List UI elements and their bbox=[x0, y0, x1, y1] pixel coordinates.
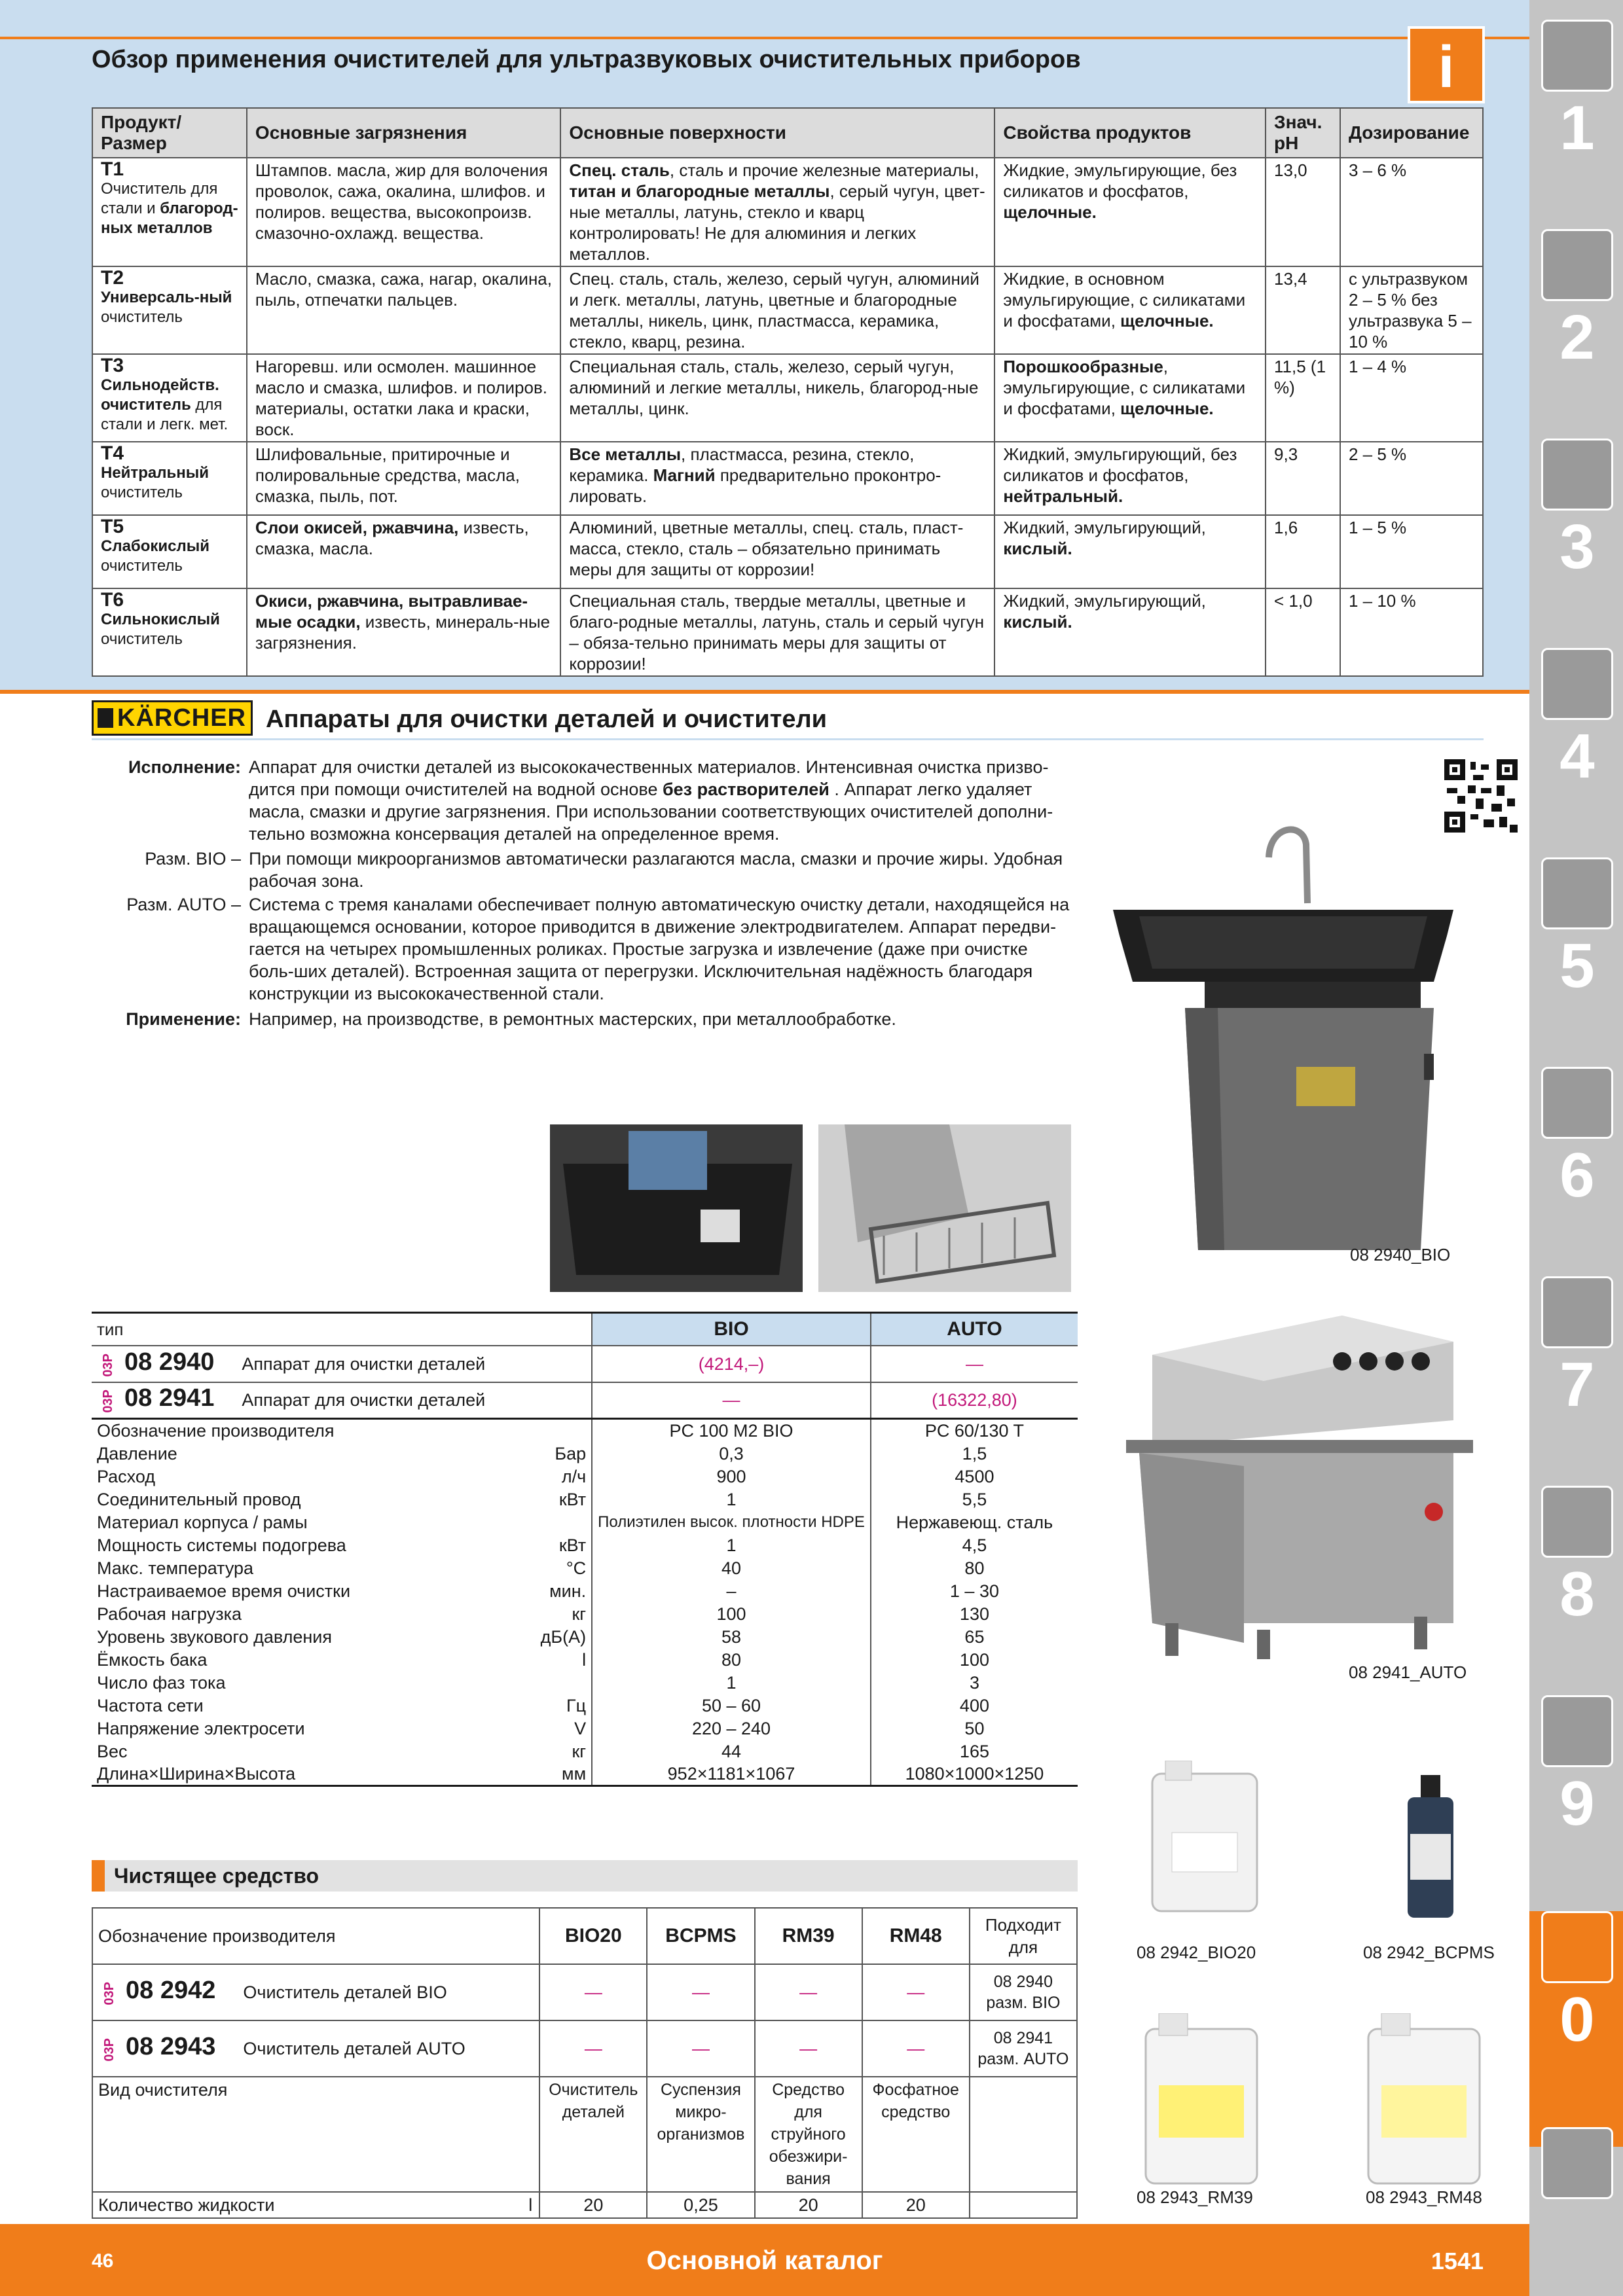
overview-row bbox=[92, 266, 1483, 354]
description-text: Аппарат для очистки деталей из высококачественных материалов. Интенсивная очистка призво-дится при помощи очистителей на водной основе без растворителей . Аппарат легко удаляет масла, смазки и другие загрязнения. При использовании соответствующих очистителей дополни-тельно возможна консервация деталей на определенное время. bbox=[249, 757, 1053, 844]
spec-row bbox=[92, 1556, 1078, 1579]
order-number[interactable]: 08 2943 bbox=[126, 2033, 216, 2061]
canister-rm39-image bbox=[1139, 2013, 1264, 2190]
product-name: Очиститель для стали и благород-ных металлов bbox=[101, 180, 238, 237]
properties-cell: Жидкий, эмульгирующий, кислый. bbox=[994, 515, 1266, 588]
drill-bit-icon bbox=[1541, 20, 1613, 92]
product-name: Сильнодейств. очиститель для стали и легк. мет. bbox=[101, 376, 228, 433]
properties-cell: Жидкий, эмульгирующий, кислый. bbox=[994, 588, 1266, 676]
page-title: Обзор применения очистителей для ультразвуковых очистительных приборов bbox=[92, 46, 1081, 73]
spec-unit: мм bbox=[493, 1763, 592, 1786]
spec-unit: мин. bbox=[549, 1581, 587, 1601]
spec-unit bbox=[493, 1671, 592, 1694]
overview-row bbox=[92, 158, 1483, 266]
spec-value-auto: 1,5 bbox=[871, 1442, 1078, 1465]
properties-cell: Жидкие, эмульгирующие, без силикатов и фосфатов, щелочные. bbox=[994, 158, 1266, 266]
chapter-tab-i[interactable] bbox=[1541, 2127, 1613, 2225]
description-text: Система с тремя каналами обеспечивает полную автоматическую очистку детали, находящейся на вращающемся основании, которое приводится в движение электродвигателем. Аппарат передви-гается на четырех промышленных роликах. Простые загрузка и извлечение (даже при очистке боль-ших деталей). Встроенная защита от перегрузки. Исключительная надёжность благодаря конструкции из высококачественной стали. bbox=[249, 895, 1070, 1003]
spec-label: Обозначение производителя bbox=[92, 1419, 493, 1443]
cleaner-column: BCPMS bbox=[647, 1908, 754, 1964]
description-label: Исполнение: bbox=[128, 757, 241, 777]
spec-value-bio: 58 bbox=[592, 1625, 871, 1648]
catalog-title: Основной каталог bbox=[646, 2246, 883, 2275]
order-cell bbox=[92, 1346, 592, 1382]
chapter-number: 2 bbox=[1559, 302, 1595, 372]
measuring-tools-icon bbox=[1541, 648, 1613, 720]
spec-unit: V bbox=[574, 1718, 587, 1738]
ph-cell: 1,6 bbox=[1266, 515, 1340, 588]
spec-row bbox=[92, 1740, 1078, 1763]
caption-bio20: 08 2942_BIO20 bbox=[1137, 1943, 1256, 1962]
properties-cell: Порошкообразные, эмульгирующие, с силикатами и фосфатами, щелочные. bbox=[994, 354, 1266, 442]
overview-col-header: Основные загрязнения bbox=[247, 108, 560, 158]
qty-empty bbox=[970, 2192, 1077, 2218]
column-bio: BIO bbox=[592, 1313, 871, 1346]
description-text: Например, на производстве, в ремонтных мастерских, при металлообработке. bbox=[249, 1009, 896, 1029]
spec-value-bio: 44 bbox=[592, 1740, 871, 1763]
spec-row bbox=[92, 1694, 1078, 1717]
surfaces-cell: Спец. сталь, сталь, железо, серый чугун, алюминий и легк. металлы, латунь, цветные и благородные металлы, никель, цинк, пластмасса, керамика, стекло, кварц, резина. bbox=[560, 266, 994, 354]
parts-washer-auto-image bbox=[1126, 1316, 1473, 1662]
dosage-cell: с ультразвуком 2 – 5 % без ультразвука 5 – 10 % bbox=[1340, 266, 1483, 354]
overview-row bbox=[92, 515, 1483, 588]
spec-unit: кг bbox=[572, 1604, 587, 1624]
caption-rm39: 08 2943_RM39 bbox=[1137, 2187, 1253, 2207]
page-footer bbox=[0, 2224, 1529, 2296]
ph-cell: < 1,0 bbox=[1266, 588, 1340, 676]
cleaner-price: — bbox=[755, 1964, 862, 2020]
chapter-number: 0 bbox=[1559, 1984, 1595, 2054]
spec-row bbox=[92, 1763, 1078, 1786]
spec-value-bio: 50 – 60 bbox=[592, 1694, 871, 1717]
chapter-tab-0[interactable] bbox=[1541, 1911, 1613, 2054]
spec-row bbox=[92, 1602, 1078, 1625]
overview-row bbox=[92, 354, 1483, 442]
caption-bio: 08 2940_BIO bbox=[1350, 1245, 1451, 1265]
column-auto: AUTO bbox=[871, 1313, 1078, 1346]
heading-accent-bar bbox=[92, 1860, 105, 1892]
workbench-icon bbox=[1541, 1486, 1613, 1558]
overview-row bbox=[92, 588, 1483, 676]
cleaner-price: — bbox=[539, 2020, 647, 2077]
info-icon bbox=[1541, 2127, 1613, 2199]
spec-value-auto: 4,5 bbox=[871, 1534, 1078, 1556]
contaminants-cell: Слои окисей, ржавчина, известь, смазка, масла. bbox=[247, 515, 560, 588]
spec-value-auto: 100 bbox=[871, 1648, 1078, 1671]
cleaner-price: — bbox=[755, 2020, 862, 2077]
spec-unit: l bbox=[582, 1649, 587, 1670]
parts-washer-bio-image bbox=[1106, 818, 1460, 1250]
photo-auto-basket-image bbox=[818, 1124, 1071, 1292]
karcher-logo-mark-icon bbox=[98, 708, 113, 728]
specs-header-row bbox=[92, 1313, 1078, 1346]
spec-unit: Бар bbox=[555, 1443, 587, 1463]
spec-value-bio: 900 bbox=[592, 1465, 871, 1488]
cleaner-price: — bbox=[647, 1964, 754, 2020]
cleaners-heading-text: Чистящее средство bbox=[114, 1864, 319, 1888]
spec-row bbox=[92, 1579, 1078, 1602]
spec-unit bbox=[493, 1511, 592, 1534]
ph-cell: 13,4 bbox=[1266, 266, 1340, 354]
spec-row bbox=[92, 1648, 1078, 1671]
spec-value-bio: 952×1181×1067 bbox=[592, 1763, 871, 1786]
spec-unit bbox=[493, 1419, 592, 1443]
overview-col-header: Основные поверхности bbox=[560, 108, 994, 158]
chapter-tab-3[interactable] bbox=[1541, 439, 1613, 582]
spec-value-auto: 400 bbox=[871, 1694, 1078, 1717]
spec-value-auto: 130 bbox=[871, 1602, 1078, 1625]
kind-value: Очиститель деталей bbox=[539, 2077, 647, 2192]
chapter-number: 8 bbox=[1559, 1559, 1595, 1629]
qty-value: 20 bbox=[755, 2192, 862, 2218]
product-cell bbox=[92, 515, 247, 588]
workshop-tools-icon bbox=[1541, 1276, 1613, 1348]
cleaner-column: BIO20 bbox=[539, 1908, 647, 1964]
cleaners-table bbox=[92, 1907, 1078, 2219]
cleaner-column: RM39 bbox=[755, 1908, 862, 1964]
order-row bbox=[92, 1382, 1078, 1419]
fits-cell: 08 2940 разм. BIO bbox=[970, 1964, 1077, 2020]
order-tag: 03P bbox=[101, 1390, 115, 1414]
qty-value: 20 bbox=[539, 2192, 647, 2218]
spec-value-bio: PC 100 M2 BIO bbox=[592, 1419, 871, 1443]
tool-holder-icon bbox=[1541, 439, 1613, 511]
spec-label: Настраиваемое время очистки bbox=[97, 1581, 351, 1601]
spec-row bbox=[92, 1534, 1078, 1556]
chapter-tab-5[interactable] bbox=[1541, 857, 1613, 1001]
page-number-left: 46 bbox=[92, 2250, 114, 2272]
contaminants-cell: Масло, смазка, сажа, нагар, окалина, пыль, отпечатки пальцев. bbox=[247, 266, 560, 354]
properties-cell: Жидкие, в основном эмульгирующие, с силикатами и фосфатами, щелочные. bbox=[994, 266, 1266, 354]
cleaner-column: RM48 bbox=[862, 1908, 970, 1964]
spec-value-auto: 80 bbox=[871, 1556, 1078, 1579]
contaminants-cell: Шлифовальные, притирочные и полировальные средства, масла, смазка, пыль, пот. bbox=[247, 442, 560, 515]
kind-value: Фосфатное средство bbox=[862, 2077, 970, 2192]
fits-label: Подходит для bbox=[970, 1908, 1077, 1964]
dosage-cell: 1 – 4 % bbox=[1340, 354, 1483, 442]
order-tag: 03P bbox=[102, 1982, 117, 2005]
chapter-tab-1[interactable] bbox=[1541, 20, 1613, 163]
spec-unit: кг bbox=[572, 1741, 587, 1761]
spec-value-bio: 1 bbox=[592, 1488, 871, 1511]
product-name: Слабокислый очиститель bbox=[101, 537, 210, 575]
chapter-number: 7 bbox=[1559, 1350, 1595, 1420]
canister-rm48-image bbox=[1362, 2013, 1486, 2190]
type-label: тип bbox=[92, 1313, 592, 1346]
cleaner-price: — bbox=[539, 1964, 647, 2020]
description-label: Разм. BIO – bbox=[145, 849, 241, 869]
spec-value-bio: Полиэтилен высок. плотности HDPE bbox=[592, 1511, 871, 1534]
cleaner-price: — bbox=[862, 1964, 970, 2020]
section-rule bbox=[92, 738, 1484, 740]
spec-row bbox=[92, 1717, 1078, 1740]
cleaner-order-cell bbox=[92, 2020, 539, 2077]
product-cell bbox=[92, 158, 247, 266]
cleaner-order-row bbox=[92, 1964, 1077, 2020]
contaminants-cell: Штампов. масла, жир для волочения проволок, сажа, окалина, шлифов. и полиров. вещества, высокопроизв. смазочно-охлажд. вещества. bbox=[247, 158, 560, 266]
spec-unit: л/ч bbox=[561, 1466, 587, 1486]
cleaners-header-row bbox=[92, 1908, 1077, 1964]
contaminants-cell: Окиси, ржавчина, вытравливае-мые осадки, известь, минераль-ные загрязнения. bbox=[247, 588, 560, 676]
product-cell bbox=[92, 266, 247, 354]
product-name: Универсаль-ный очиститель bbox=[101, 289, 232, 326]
dosage-cell: 1 – 5 % bbox=[1340, 515, 1483, 588]
product-code: T4 bbox=[101, 442, 124, 464]
qty-value: 20 bbox=[862, 2192, 970, 2218]
spec-label: Расход bbox=[97, 1466, 156, 1486]
fits-cell: 08 2941 разм. AUTO bbox=[970, 2020, 1077, 2077]
chapter-tab-6[interactable] bbox=[1541, 1067, 1613, 1210]
spec-row bbox=[92, 1488, 1078, 1511]
spec-unit: Гц bbox=[566, 1695, 587, 1715]
spec-label: Частота сети bbox=[97, 1695, 204, 1715]
cleaner-qty-row bbox=[92, 2192, 1077, 2218]
ph-cell: 11,5 (1 %) bbox=[1266, 354, 1340, 442]
overview-table bbox=[92, 107, 1484, 677]
chapter-tab-8[interactable] bbox=[1541, 1486, 1613, 1629]
overview-col-header: Продукт/ Размер bbox=[92, 108, 247, 158]
product-cell bbox=[92, 442, 247, 515]
chapter-number: 3 bbox=[1559, 512, 1595, 582]
spec-label: Уровень звукового давления bbox=[97, 1626, 332, 1647]
spec-value-bio: 80 bbox=[592, 1648, 871, 1671]
spec-value-bio: 100 bbox=[592, 1602, 871, 1625]
specs-table bbox=[92, 1312, 1078, 1787]
photo-bio-in-use bbox=[550, 1124, 803, 1292]
spec-row bbox=[92, 1671, 1078, 1694]
order-number[interactable]: 08 2941 bbox=[124, 1384, 215, 1412]
order-number[interactable]: 08 2940 bbox=[124, 1348, 215, 1376]
price-auto: — bbox=[871, 1346, 1078, 1382]
storage-cabinet-icon bbox=[1541, 1695, 1613, 1767]
order-name: Очиститель деталей AUTO bbox=[243, 2039, 465, 2059]
cleaner-price: — bbox=[862, 2020, 970, 2077]
price-auto: (16322,80) bbox=[871, 1382, 1078, 1419]
spec-row bbox=[92, 1442, 1078, 1465]
cleaners-heading bbox=[92, 1860, 1078, 1892]
karcher-logo bbox=[92, 700, 253, 736]
overview-col-header: Знач. pH bbox=[1266, 108, 1340, 158]
spec-value-auto: PC 60/130 T bbox=[871, 1419, 1078, 1443]
chapter-tab-2[interactable] bbox=[1541, 229, 1613, 372]
surfaces-cell: Все металлы, пластмасса, резина, стекло, керамика. Магний предварительно проконтро-лировать. bbox=[560, 442, 994, 515]
surfaces-cell: Специальная сталь, сталь, железо, серый чугун, алюминий и легкие металлы, никель, благород-ные металлы, цинк. bbox=[560, 354, 994, 442]
cutting-insert-icon bbox=[1541, 229, 1613, 301]
ph-cell: 9,3 bbox=[1266, 442, 1340, 515]
product-code: T5 bbox=[101, 516, 124, 537]
caption-auto: 08 2941_AUTO bbox=[1349, 1662, 1467, 1682]
order-name: Аппарат для очистки деталей bbox=[242, 1390, 486, 1410]
chapter-tab-9[interactable] bbox=[1541, 1695, 1613, 1839]
overview-header-row bbox=[92, 108, 1483, 158]
order-number[interactable]: 08 2942 bbox=[126, 1977, 216, 2005]
spec-value-auto: 65 bbox=[871, 1625, 1078, 1648]
product-code: T3 bbox=[101, 355, 124, 376]
qty-label-cell bbox=[92, 2192, 539, 2218]
chapter-tab-4[interactable] bbox=[1541, 648, 1613, 791]
spec-label: Напряжение электросети bbox=[97, 1718, 305, 1738]
order-tag: 03P bbox=[102, 2038, 117, 2062]
properties-cell: Жидкий, эмульгирующий, без силикатов и фосфатов, нейтральный. bbox=[994, 442, 1266, 515]
orange-rule bbox=[0, 37, 1529, 39]
order-tag: 03P bbox=[101, 1353, 115, 1377]
cleaner-order-cell bbox=[92, 1964, 539, 2020]
spec-row bbox=[92, 1511, 1078, 1534]
chapter-tab-7[interactable] bbox=[1541, 1276, 1613, 1420]
cleaner-price: — bbox=[647, 2020, 754, 2077]
spec-value-bio: 220 – 240 bbox=[592, 1717, 871, 1740]
hand-tools-icon bbox=[1541, 1067, 1613, 1139]
spec-value-auto: 1 – 30 bbox=[871, 1579, 1078, 1602]
order-cell bbox=[92, 1382, 592, 1419]
dosage-cell: 1 – 10 % bbox=[1340, 588, 1483, 676]
ph-cell: 13,0 bbox=[1266, 158, 1340, 266]
product-code: T1 bbox=[101, 158, 124, 180]
spec-unit: кВт bbox=[558, 1489, 587, 1509]
kind-empty bbox=[970, 2077, 1077, 2192]
chapter-number: 9 bbox=[1559, 1768, 1595, 1839]
canister-bio20-image bbox=[1139, 1761, 1270, 1918]
product-name: Сильнокислый очиститель bbox=[101, 611, 220, 648]
price-bio: (4214,–) bbox=[592, 1346, 871, 1382]
protective-equipment-icon bbox=[1541, 1911, 1613, 1983]
spec-value-auto: 4500 bbox=[871, 1465, 1078, 1488]
spec-value-bio: 1 bbox=[592, 1534, 871, 1556]
photo-bio-in-use-image bbox=[550, 1124, 803, 1292]
spec-unit: кВт bbox=[558, 1535, 587, 1555]
spec-value-auto: Нержавеющ. сталь bbox=[871, 1511, 1078, 1534]
chapter-number: 1 bbox=[1559, 93, 1595, 163]
kind-value: Средство для струйного обезжири-вания bbox=[755, 2077, 862, 2192]
qty-value: 0,25 bbox=[647, 2192, 754, 2218]
spec-row bbox=[92, 1419, 1078, 1443]
surfaces-cell: Алюминий, цветные металлы, спец. сталь, пласт-масса, стекло, сталь – обязательно принимать меры для защиты от коррозии! bbox=[560, 515, 994, 588]
caption-rm48: 08 2943_RM48 bbox=[1366, 2187, 1482, 2207]
chapter-number: 4 bbox=[1559, 721, 1595, 791]
description-text: При помощи микроорганизмов автоматически разлагаются масла, смазки и прочие жиры. Удобная рабочая зона. bbox=[249, 849, 1063, 891]
qty-unit: l bbox=[528, 2195, 533, 2215]
order-name: Аппарат для очистки деталей bbox=[242, 1354, 486, 1374]
spec-value-bio: 40 bbox=[592, 1556, 871, 1579]
kind-label: Вид очистителя bbox=[92, 2077, 539, 2192]
product-code: T6 bbox=[101, 589, 124, 611]
description-label: Разм. AUTO – bbox=[126, 895, 241, 914]
spec-value-auto: 3 bbox=[871, 1671, 1078, 1694]
karcher-logo-text: KÄRCHER bbox=[117, 704, 246, 732]
overview-col-header: Свойства продуктов bbox=[994, 108, 1266, 158]
surfaces-cell: Специальная сталь, твердые металлы, цветные и благо-родные металлы, латунь, сталь и серый чугун – обяза-тельно принимать меры для защиты от коррозии! bbox=[560, 588, 994, 676]
order-name: Очиститель деталей BIO bbox=[243, 1982, 447, 2003]
orange-rule-bottom bbox=[0, 690, 1529, 694]
order-row bbox=[92, 1346, 1078, 1382]
spec-label: Давление bbox=[97, 1443, 177, 1463]
product-cell bbox=[92, 354, 247, 442]
contaminants-cell: Нагоревш. или осмолен. машинное масло и смазка, шлифов. и полиров. материалы, остатки лака и краски, воск. bbox=[247, 354, 560, 442]
spec-value-bio: – bbox=[592, 1579, 871, 1602]
spec-label: Длина×Ширина×Высота bbox=[92, 1763, 493, 1786]
spec-unit: °C bbox=[566, 1558, 587, 1578]
dosage-cell: 3 – 6 % bbox=[1340, 158, 1483, 266]
cleaner-order-row bbox=[92, 2020, 1077, 2077]
caption-bcpms: 08 2942_BCPMS bbox=[1363, 1943, 1495, 1962]
description-label: Применение: bbox=[126, 1009, 241, 1029]
spec-value-auto: 1080×1000×1250 bbox=[871, 1763, 1078, 1786]
overview-col-header: Дозирование bbox=[1340, 108, 1483, 158]
product-name: Нейтральный очиститель bbox=[101, 464, 209, 501]
spec-unit: дБ(А) bbox=[540, 1626, 587, 1647]
chapter-number: 5 bbox=[1559, 931, 1595, 1001]
overview-row bbox=[92, 442, 1483, 515]
spec-label: Ёмкость бака bbox=[97, 1649, 208, 1670]
price-bio: — bbox=[592, 1382, 871, 1419]
photo-auto-basket bbox=[818, 1124, 1071, 1292]
spec-value-bio: 0,3 bbox=[592, 1442, 871, 1465]
spec-row bbox=[92, 1625, 1078, 1648]
qty-label: Количество жидкости bbox=[98, 2195, 275, 2215]
grinding-disc-icon bbox=[1541, 857, 1613, 929]
spec-label: Число фаз тока bbox=[97, 1672, 226, 1693]
spec-label: Соединительный провод bbox=[97, 1489, 301, 1509]
spec-label: Макс. температура bbox=[97, 1558, 254, 1578]
spec-label: Рабочая нагрузка bbox=[97, 1604, 242, 1624]
info-badge-icon: i bbox=[1408, 26, 1485, 103]
bottle-bcpms-image bbox=[1401, 1775, 1460, 1919]
spec-value-bio: 1 bbox=[592, 1671, 871, 1694]
spec-label: Мощность системы подогрева bbox=[97, 1535, 346, 1555]
product-code: T2 bbox=[101, 267, 124, 289]
spec-value-auto: 50 bbox=[871, 1717, 1078, 1740]
spec-label: Вес bbox=[97, 1741, 128, 1761]
spec-row bbox=[92, 1465, 1078, 1488]
dosage-cell: 2 – 5 % bbox=[1340, 442, 1483, 515]
chapter-number: 6 bbox=[1559, 1140, 1595, 1210]
spec-label: Материал корпуса / рамы bbox=[97, 1512, 308, 1532]
spec-value-auto: 165 bbox=[871, 1740, 1078, 1763]
product-cell bbox=[92, 588, 247, 676]
kind-value: Суспензия микро-организмов bbox=[647, 2077, 754, 2192]
surfaces-cell: Спец. сталь, сталь и прочие железные материалы, титан и благородные металлы, серый чугун, цвет-ные металлы, латунь, стекло и кварц контролировать! Не для алюминия и легких металлов. bbox=[560, 158, 994, 266]
manufacturer-label: Обозначение производителя bbox=[92, 1908, 539, 1964]
spec-value-auto: 5,5 bbox=[871, 1488, 1078, 1511]
page-number-right: 1541 bbox=[1431, 2248, 1484, 2274]
cleaner-kind-row bbox=[92, 2077, 1077, 2192]
section-title: Аппараты для очистки деталей и очистители bbox=[266, 706, 827, 733]
